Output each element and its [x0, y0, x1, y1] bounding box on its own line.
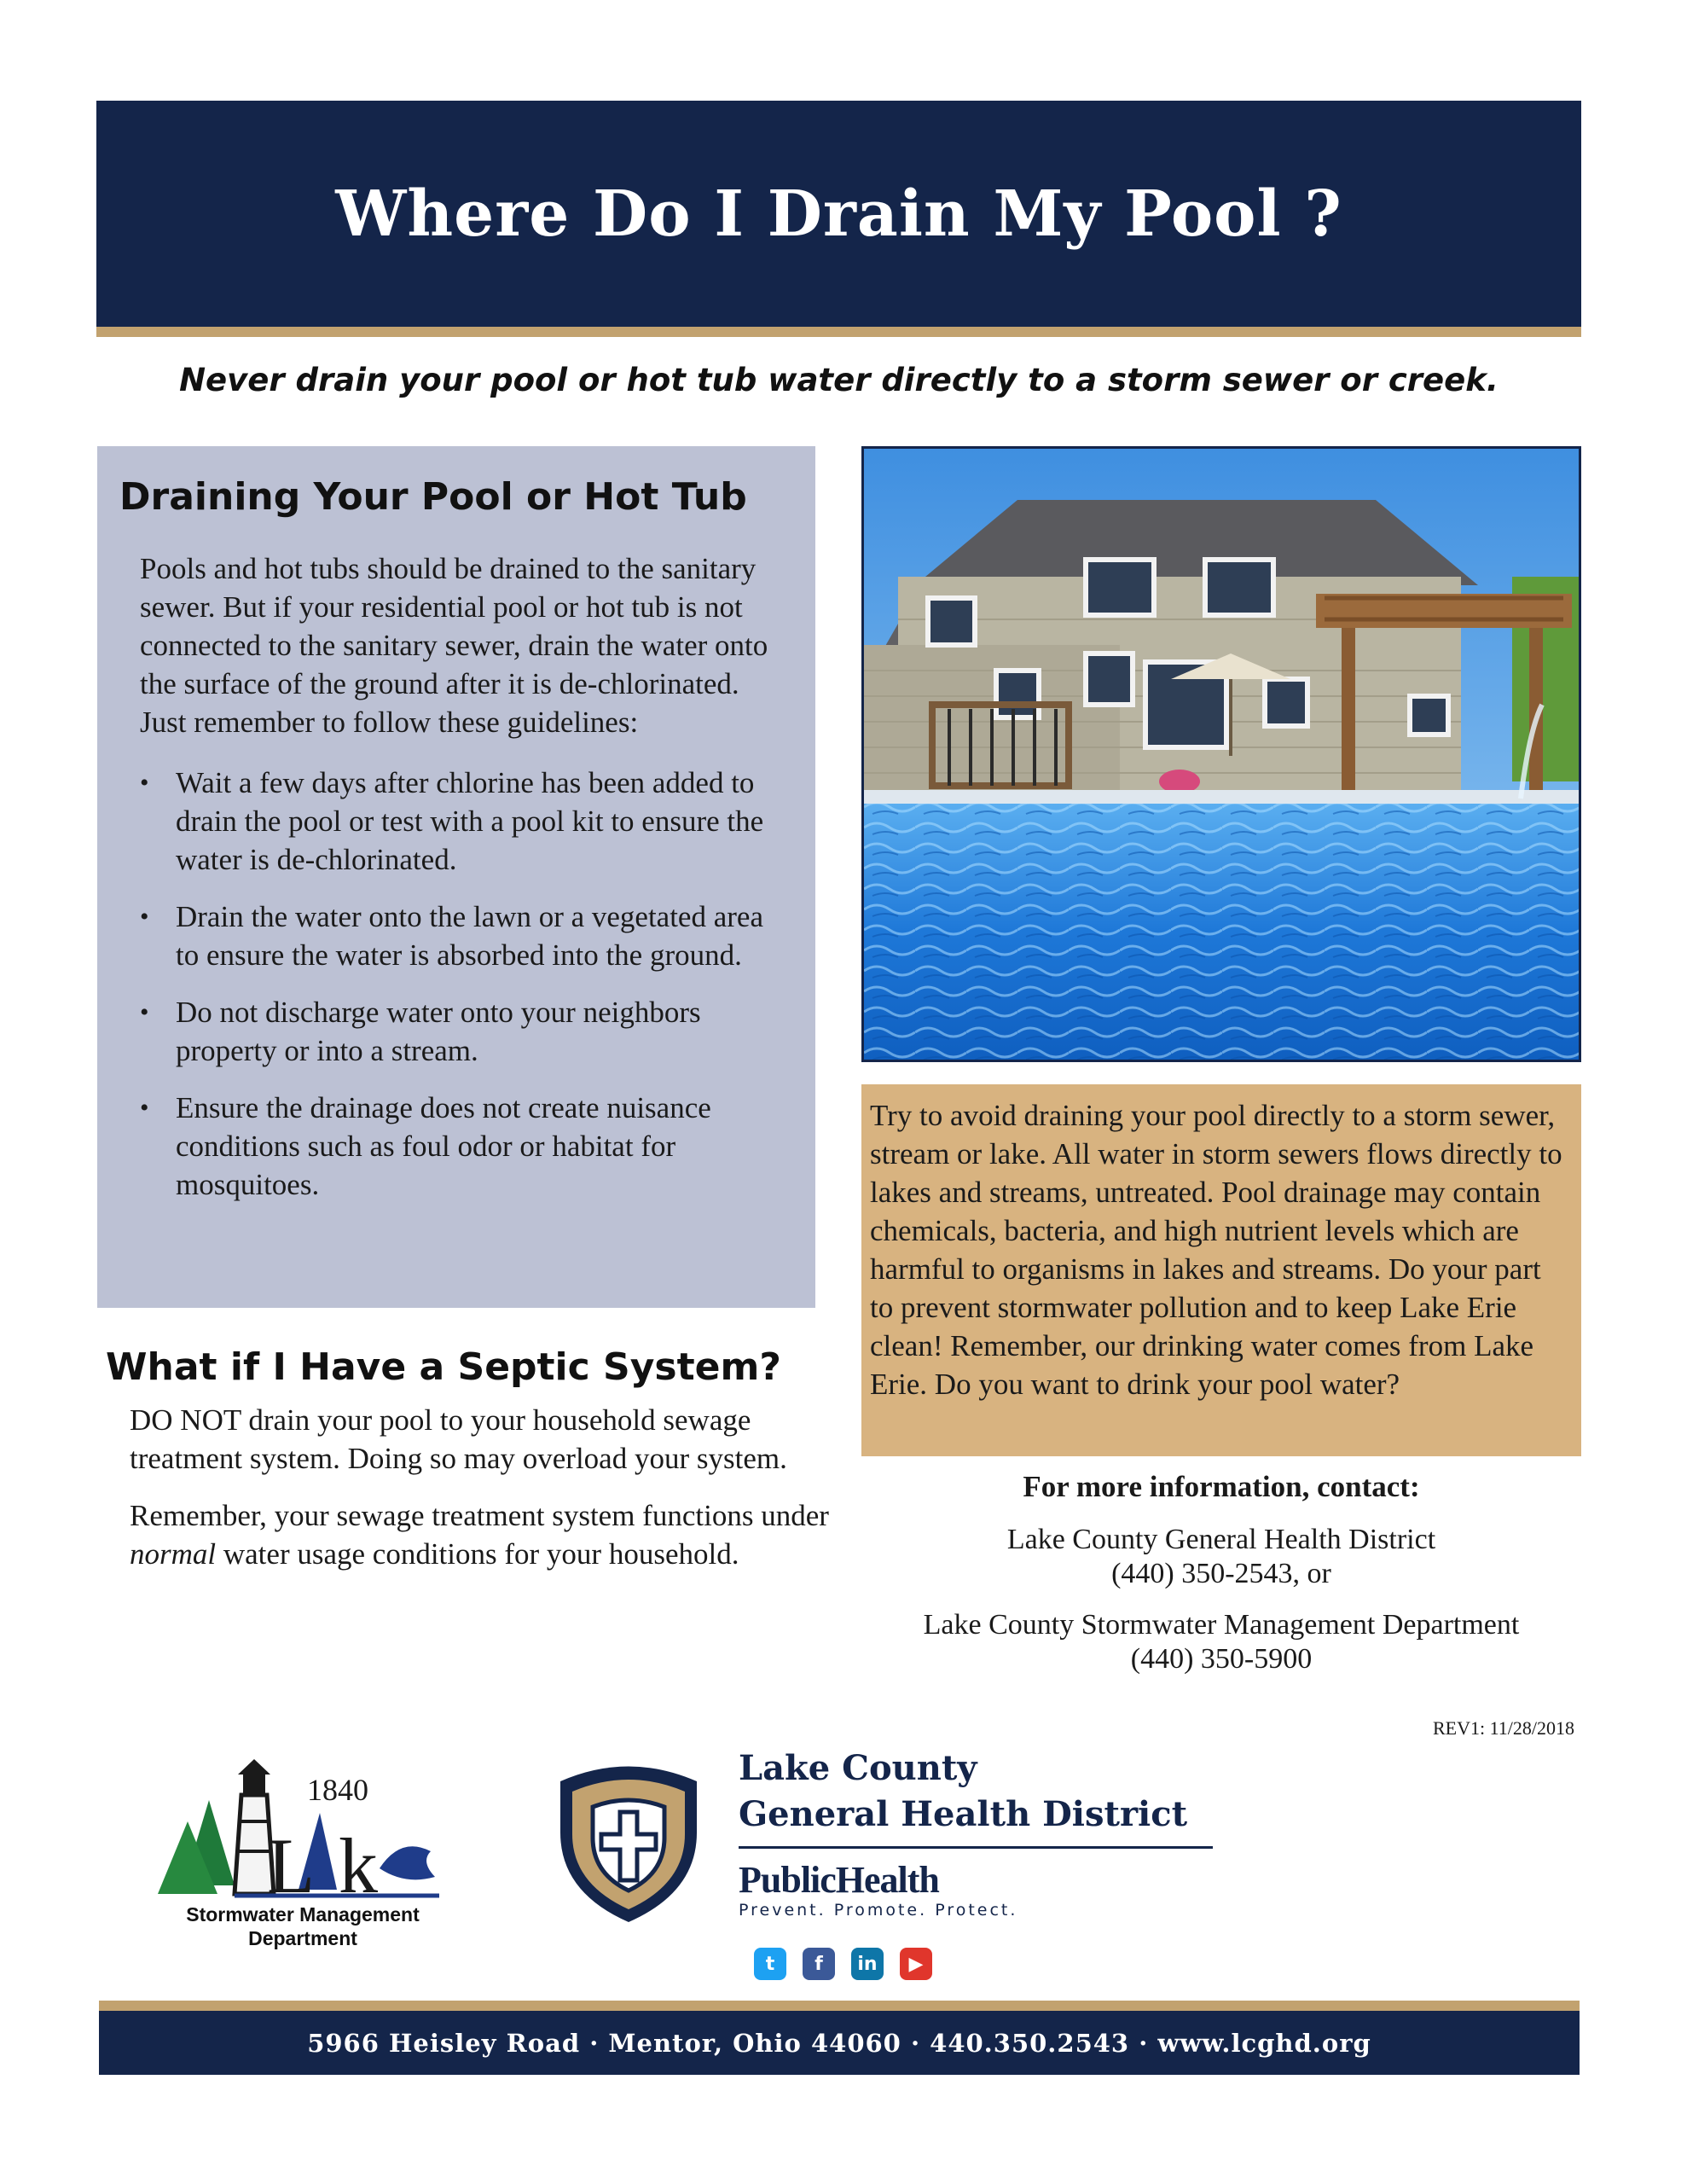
public-health-tagline: Prevent. Promote. Protect. [739, 1901, 1018, 1920]
logo-year: 1840 [307, 1773, 368, 1807]
list-item: • Drain the water onto the lawn or a vegetated area to ensure the water is absorbed into the ground. [140, 897, 781, 974]
contact-org-2: Lake County Stormwater Management Department [923, 1609, 1520, 1641]
social-icons [754, 1948, 932, 1980]
svg-text:k: k [339, 1822, 378, 1909]
septic-paragraph-1: DO NOT drain your pool to your household sewage treatment system. Doing so may overload your system. [130, 1403, 787, 1475]
header-band [96, 101, 1581, 337]
draining-heading: Draining Your Pool or Hot Tub [119, 475, 747, 519]
svg-text:L: L [267, 1822, 316, 1909]
callout-box [861, 1084, 1581, 1456]
pool-house-image [864, 449, 1579, 1060]
public-health-wordmark: PublicHealth [739, 1859, 939, 1901]
bullet-icon: • [140, 903, 149, 931]
contact-org-1: Lake County General Health District [1006, 1524, 1436, 1555]
septic-section [106, 1345, 831, 1592]
health-district-name: Lake County General Health District [739, 1748, 1188, 1834]
shield-icon [543, 1756, 714, 1926]
guidelines-list [119, 764, 781, 1204]
septic-heading: What if I Have a Septic System? [106, 1345, 781, 1389]
contact-heading: For more information, contact: [1023, 1470, 1420, 1503]
footer-rule [99, 2001, 1580, 2011]
facebook-icon[interactable]: f [803, 1948, 835, 1980]
draining-intro: Pools and hot tubs should be drained to the sanitary sewer. But if your residential pool or hot tub is not connected to the sanitary sewer, drain the water onto the surface of the ground after it is de-chlorinated. Just remember to follow these guidelines: [140, 552, 768, 739]
contact-phone-2: (440) 350-5900 [1130, 1643, 1313, 1675]
lighthouse-logo-icon [149, 1740, 456, 1911]
footer-address: 5966 Heisley Road · Mentor, Ohio 44060 · 440.350.2543 · www.lcghd.org [307, 2028, 1371, 2058]
logo-divider [739, 1846, 1213, 1849]
contact-phone-1: (440) 350-2543, or [1111, 1558, 1331, 1589]
footer-band [99, 2011, 1580, 2075]
stormwater-caption: Stormwater Management Department [186, 1903, 420, 1949]
youtube-icon[interactable]: ▶ [900, 1948, 932, 1980]
list-item: • Do not discharge water onto your neighbors property or into a stream. [140, 993, 781, 1070]
contact-section [861, 1470, 1581, 1676]
revision-date: REV1: 11/28/2018 [1432, 1717, 1574, 1739]
list-item: • Wait a few days after chlorine has been added to drain the pool or test with a pool kit to ensure the water is de-chlorinated. [140, 764, 781, 879]
pool-photo [861, 446, 1581, 1062]
twitter-icon[interactable]: t [754, 1948, 786, 1980]
bullet-icon: • [140, 1094, 149, 1122]
list-item: • Ensure the drainage does not create nuisance conditions such as foul odor or habitat for mosquitoes. [140, 1089, 781, 1204]
page-title: Where Do I Drain My Pool ? [335, 177, 1342, 251]
bullet-icon: • [140, 769, 149, 797]
bullet-icon: • [140, 998, 149, 1026]
septic-paragraph-2: Remember, your sewage treatment system functions under normal water usage conditions for your household. [130, 1499, 829, 1571]
linkedin-icon[interactable]: in [851, 1948, 884, 1980]
health-district-shield-icon [543, 1756, 714, 1926]
emphasis-normal: normal [130, 1537, 217, 1571]
draining-section [97, 446, 815, 1308]
tagline: Never drain your pool or hot tub water directly to a storm sewer or creek. [179, 362, 1499, 398]
callout-text: Try to avoid draining your pool directly to a storm sewer, stream or lake. All water in storm sewers flows directly to lakes and streams, untreated. Pool drainage may contain chemicals, bacteria, and high nutrient levels which are harmful to organisms in lakes and streams. Do your part to prevent stormwater pollution and to keep Lake Erie clean! Remember, our drinking water comes from Lake Erie. Do you want to drink your pool water? [870, 1099, 1562, 1401]
